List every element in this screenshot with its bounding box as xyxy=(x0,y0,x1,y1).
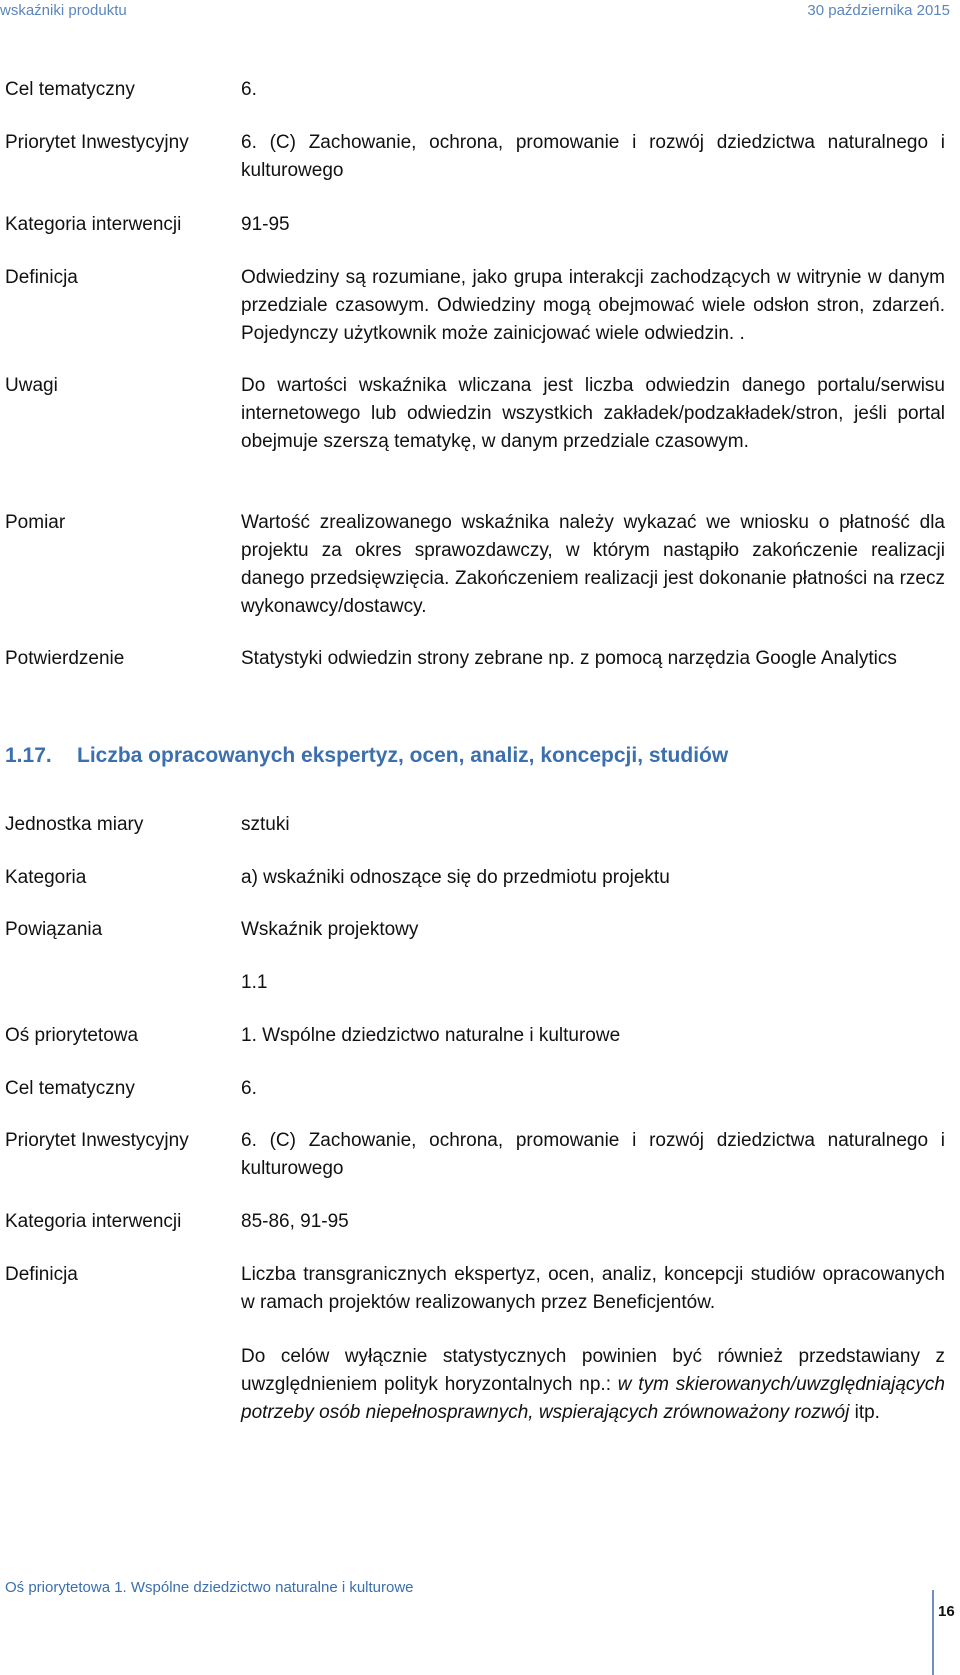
field-value: 85-86, 91-95 xyxy=(241,1211,349,1232)
field-priorytet-2 xyxy=(5,1127,945,1183)
header-date: 30 października 2015 xyxy=(807,2,950,19)
field-value: Wskaźnik projektowy xyxy=(241,919,419,940)
field-value: 1.1 xyxy=(241,972,268,993)
field-powiazania-number xyxy=(5,969,945,997)
field-kategoria-interwencji-2 xyxy=(5,1208,945,1236)
note-text-end: itp. xyxy=(849,1402,880,1423)
field-value: 91-95 xyxy=(241,214,290,235)
field-label: Definicja xyxy=(5,1264,78,1285)
footer-text: Oś priorytetowa 1. Wspólne dziedzictwo naturalne i kulturowe xyxy=(5,1579,414,1596)
field-uwagi xyxy=(5,372,945,484)
field-value: a) wskaźniki odnoszące się do przedmiotu projektu xyxy=(241,867,670,888)
field-label: Potwierdzenie xyxy=(5,648,125,669)
field-label: Kategoria interwencji xyxy=(5,1211,182,1232)
field-pomiar xyxy=(5,509,945,621)
note-italic-text: w tym skierowanych/uwzględniających potrzeby osób niepełnosprawnych, wspierających zrównoważony rozwój xyxy=(241,1374,945,1423)
field-value: 6. (C) Zachowanie, ochrona, promowanie i rozwój dziedzictwa naturalnego i kulturowego xyxy=(241,132,945,181)
field-label: Pomiar xyxy=(5,512,66,533)
field-label: Cel tematyczny xyxy=(5,79,135,100)
field-os-priorytetowa xyxy=(5,1022,945,1050)
page-number: 16 xyxy=(938,1603,955,1620)
field-powiazania xyxy=(5,916,945,944)
field-value: Wartość zrealizowanego wskaźnika należy wykazać we wniosku o płatność dla projektu za okres sprawozdawczy, w którym nastąpiło zakończenie realizacji danego przedsięwzięcia. Zakończeniem realizacji jest dokonanie płatności na rzecz wykonawcy/dostawcy. xyxy=(241,512,945,617)
field-kategoria xyxy=(5,864,945,892)
field-cel-tematyczny-2 xyxy=(5,1075,945,1103)
field-priorytet xyxy=(5,129,945,185)
section-number: 1.17. xyxy=(5,744,52,767)
field-kategoria-interwencji xyxy=(5,211,945,239)
field-label: Jednostka miary xyxy=(5,814,144,835)
field-jednostka-miary xyxy=(5,811,945,839)
section-title-text: Liczba opracowanych ekspertyz, ocen, analiz, koncepcji, studiów xyxy=(77,744,729,767)
header-left-title: wskaźniki produktu xyxy=(0,2,127,19)
field-definicja xyxy=(5,264,945,348)
page-header xyxy=(0,2,950,24)
field-value: 1. Wspólne dziedzictwo naturalne i kulturowe xyxy=(241,1025,621,1046)
field-label: Uwagi xyxy=(5,375,58,396)
field-value: 6. xyxy=(241,1078,257,1099)
field-value: 6. xyxy=(241,79,257,100)
field-label: Priorytet Inwestycyjny xyxy=(5,1130,189,1151)
definition-note xyxy=(241,1343,945,1427)
field-cel-tematyczny xyxy=(5,76,945,104)
field-label: Priorytet Inwestycyjny xyxy=(5,132,189,153)
field-label: Kategoria interwencji xyxy=(5,214,182,235)
field-label: Kategoria xyxy=(5,867,87,888)
field-potwierdzenie xyxy=(5,645,945,701)
field-label: Cel tematyczny xyxy=(5,1078,135,1099)
field-value: Statystyki odwiedzin strony zebrane np. z pomocą narzędzia Google Analytics xyxy=(241,648,897,669)
note-text: Do celów wyłącznie statystycznych powinien być również przedstawiany z uwzględnieniem polityk horyzontalnych np.: xyxy=(241,1346,945,1395)
page-number-divider xyxy=(932,1590,934,1675)
field-value: Do wartości wskaźnika wliczana jest liczba odwiedzin danego portalu/serwisu internetowego lub odwiedzin wszystkich zakładek/podzakładek/stron, jeśli portal obejmuje szerszą tematykę, w danym przedziale czasowym. xyxy=(241,375,945,452)
field-definicja-2-note xyxy=(5,1343,945,1455)
field-label: Powiązania xyxy=(5,919,103,940)
field-label: Oś priorytetowa xyxy=(5,1025,139,1046)
field-value: 6. (C) Zachowanie, ochrona, promowanie i rozwój dziedzictwa naturalnego i kulturowego xyxy=(241,1130,945,1179)
section-heading xyxy=(5,744,728,768)
field-value: sztuki xyxy=(241,814,290,835)
field-value: Liczba transgranicznych ekspertyz, ocen, analiz, koncepcji studiów opracowanych w ramach projektów realizowanych przez Beneficjentów. xyxy=(241,1264,945,1313)
field-definicja-2 xyxy=(5,1261,945,1317)
field-value: Odwiedziny są rozumiane, jako grupa interakcji zachodzących w witrynie w danym przedziale czasowym. Odwiedziny mogą obejmować wiele odsłon stron, zdarzeń. Pojedynczy użytkownik może zainicjować wiele odwiedzin. . xyxy=(241,267,945,344)
field-label: Definicja xyxy=(5,267,78,288)
